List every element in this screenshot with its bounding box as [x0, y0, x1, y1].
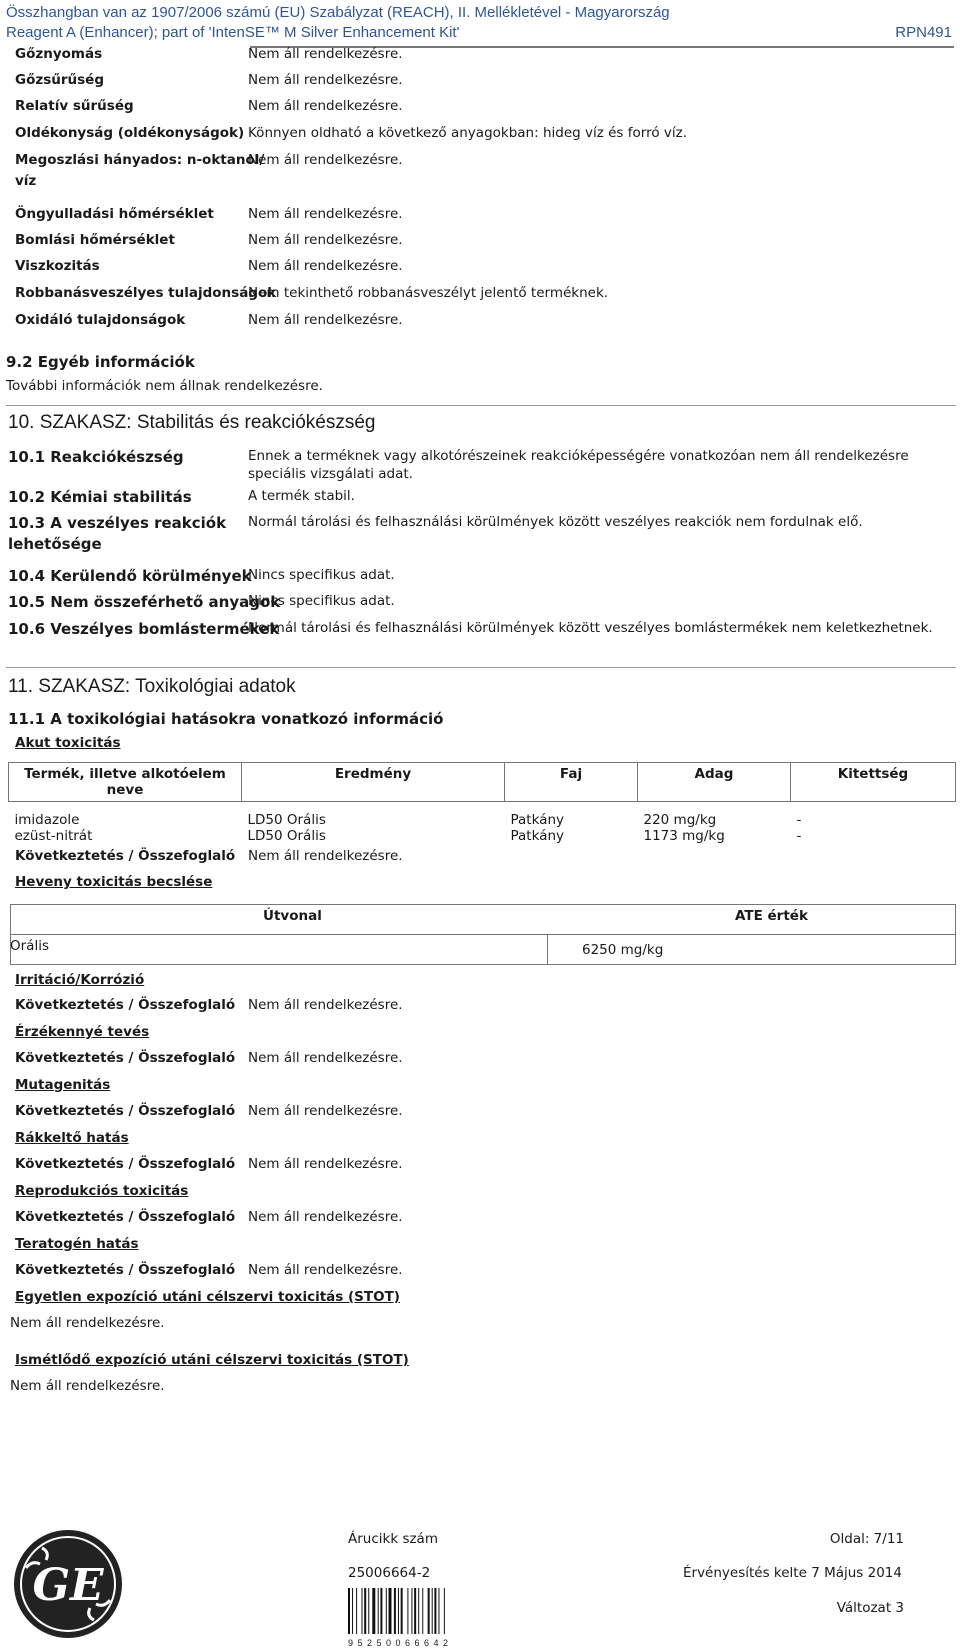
reproductive-toxicity-heading: Reprodukciós toxicitás [15, 1183, 189, 1199]
barcode-icon [348, 1588, 478, 1634]
conclusion-label: Következtetés / Összefoglaló [15, 1209, 236, 1225]
prop-label: Gőznyomás [15, 46, 103, 62]
row-dose: 1173 mg/kg [643, 828, 725, 844]
s10-label: 10.1 Reakciókészség [8, 448, 184, 466]
s10-label: 10.4 Kerülendő körülmények [8, 567, 252, 585]
row-result: LD50 Orális [247, 812, 326, 828]
col-header: Termék, illetve alkotóelem neve [9, 763, 242, 802]
prop-value: Nem áll rendelkezésre. [248, 98, 403, 114]
item-number-label: Árucikk szám [348, 1531, 438, 1547]
prop-label: Viszkozitás [15, 258, 100, 274]
s10-value: Ennek a terméknek vagy alkotórészeinek reakcióképességére vonatkozóan nem áll rendelkezésre [248, 448, 909, 464]
s10-value-cont: speciális vizsgálati adat. [248, 466, 413, 482]
cell-dose [638, 802, 791, 848]
col-header: Eredmény [242, 763, 505, 802]
mutagenicity-heading: Mutagenitás [15, 1077, 111, 1093]
conclusion-value: Nem áll rendelkezésre. [248, 1209, 403, 1225]
col-header: Faj [505, 763, 638, 802]
item-number: 25006664-2 [348, 1565, 431, 1581]
section-11-1-title: 11.1 A toxikológiai hatásokra vonatkozó információ [8, 710, 444, 728]
prop-value: Nem áll rendelkezésre. [248, 206, 403, 222]
s10-label: 10.3 A veszélyes reakciók [8, 514, 227, 532]
header-code: RPN491 [895, 24, 952, 41]
svg-text:GE: GE [32, 1560, 104, 1611]
acute-toxicity-table [8, 762, 956, 847]
prop-value: Nem áll rendelkezésre. [248, 258, 403, 274]
s10-value: Normál tárolási és felhasználási körülmények között veszélyes bomlástermékek nem keletkezhetnek. [248, 620, 933, 636]
prop-value: Nem áll rendelkezésre. [248, 312, 403, 328]
section-11-title: 11. SZAKASZ: Toxikológiai adatok [8, 676, 296, 697]
conclusion-value: Nem áll rendelkezésre. [248, 997, 403, 1013]
row-species: Patkány [510, 828, 564, 844]
conclusion-label: Következtetés / Összefoglaló [15, 1050, 236, 1066]
section-9-2-title: 9.2 Egyéb információk [6, 353, 195, 371]
conclusion-label: Következtetés / Összefoglaló [15, 1262, 236, 1278]
prop-label: Bomlási hőmérséklet [15, 232, 175, 248]
row-exposure: - [796, 812, 802, 828]
conclusion-label: Következtetés / Összefoglaló [15, 848, 236, 864]
s10-value: Nincs specifikus adat. [248, 593, 395, 609]
row-name: ezüst-nitrát [14, 828, 93, 844]
cell-exposure [791, 802, 956, 848]
prop-value: Nem tekinthető robbanásveszélyt jelentő terméknek. [248, 285, 609, 301]
conclusion-value: Nem áll rendelkezésre. [248, 1262, 403, 1278]
page-number: Oldal: 7/11 [829, 1531, 904, 1547]
prop-value: Nem áll rendelkezésre. [248, 152, 403, 168]
s10-label: 10.6 Veszélyes bomlástermékek [8, 620, 280, 638]
prop-label-cont: víz [15, 173, 37, 189]
stot-repeat-value: Nem áll rendelkezésre. [10, 1378, 165, 1394]
prop-label: Relatív sűrűség [15, 98, 134, 114]
section-9-2-text: További információk nem állnak rendelkezésre. [6, 378, 323, 394]
prop-label: Oxidáló tulajdonságok [15, 312, 186, 328]
validation-date: Érvényesítés kelte 7 Május 2014 [682, 1565, 902, 1581]
prop-value: Nem áll rendelkezésre. [248, 72, 403, 88]
s10-value: Normál tárolási és felhasználási körülmények között veszélyes reakciók nem fordulnak elő. [248, 514, 863, 530]
barcode [348, 1588, 478, 1648]
row-exposure: - [796, 828, 802, 844]
row-dose: 220 mg/kg [643, 812, 717, 828]
table-row [9, 802, 956, 848]
acute-toxicity-heading: Akut toxicitás [15, 735, 121, 751]
ate-col-header: Útvonal [263, 908, 322, 924]
sensitization-heading: Érzékennyé tevés [15, 1024, 150, 1040]
header-regulation: Összhangban van az 1907/2006 számú (EU) Szabályzat (REACH), II. Mellékletével - Magyarország [6, 4, 670, 21]
teratogenicity-heading: Teratogén hatás [15, 1236, 139, 1252]
conclusion-value: Nem áll rendelkezésre. [248, 1050, 403, 1066]
prop-label: Robbanásveszélyes tulajdonságok [15, 285, 277, 301]
row-name: imidazole [14, 812, 80, 828]
cell-species [505, 802, 638, 848]
section-divider [6, 667, 956, 668]
prop-label: Öngyulladási hőmérséklet [15, 206, 214, 222]
s10-label: 10.5 Nem összeférhető anyagok [8, 593, 281, 611]
prop-value: Könnyen oldható a következő anyagokban: hideg víz és forró víz. [248, 125, 687, 141]
s10-label: 10.2 Kémiai stabilitás [8, 488, 192, 506]
stot-single-value: Nem áll rendelkezésre. [10, 1315, 165, 1331]
stot-single-heading: Egyetlen expozíció utáni célszervi toxicitás (STOT) [15, 1289, 400, 1305]
row-result: LD50 Orális [247, 828, 326, 844]
irritation-heading: Irritáció/Korrózió [15, 972, 145, 988]
section-10-title: 10. SZAKASZ: Stabilitás és reakciókészség [8, 412, 376, 433]
col-header: Kitettség [791, 763, 956, 802]
ge-logo-icon [12, 1528, 124, 1640]
cell-name [9, 802, 242, 848]
conclusion-label: Következtetés / Összefoglaló [15, 1156, 236, 1172]
s10-label-cont: lehetősége [8, 535, 102, 553]
ge-logo [12, 1528, 124, 1640]
conclusion-value: Nem áll rendelkezésre. [248, 848, 403, 864]
col-header: Adag [638, 763, 791, 802]
ate-heading: Heveny toxicitás becslése [15, 874, 213, 890]
prop-label: Megoszlási hányados: n-oktanol/ [15, 152, 265, 168]
conclusion-label: Következtetés / Összefoglaló [15, 997, 236, 1013]
s10-value: Nincs specifikus adat. [248, 567, 395, 583]
row-species: Patkány [510, 812, 564, 828]
prop-label: Gőzsűrűség [15, 72, 104, 88]
table-header-row [9, 763, 956, 802]
header-product: Reagent A (Enhancer); part of 'IntenSE™ M Silver Enhancement Kit' [6, 24, 460, 41]
ate-route: Orális [10, 938, 49, 954]
prop-value: Nem áll rendelkezésre. [248, 232, 403, 248]
cell-result [242, 802, 505, 848]
stot-repeat-heading: Ismétlődő expozíció utáni célszervi toxicitás (STOT) [15, 1352, 409, 1368]
barcode-digits: 9 5 2 5 0 0 6 6 6 4 2 [348, 1638, 450, 1648]
prop-value: Nem áll rendelkezésre. [248, 46, 403, 62]
ate-value: 6250 mg/kg [582, 942, 664, 958]
conclusion-label: Következtetés / Összefoglaló [15, 1103, 236, 1119]
version: Változat 3 [836, 1600, 904, 1616]
section-divider [6, 405, 956, 406]
conclusion-value: Nem áll rendelkezésre. [248, 1156, 403, 1172]
carcinogenicity-heading: Rákkeltő hatás [15, 1130, 129, 1146]
ate-col-header: ATE érték [735, 908, 808, 924]
s10-value: A termék stabil. [248, 488, 355, 504]
conclusion-value: Nem áll rendelkezésre. [248, 1103, 403, 1119]
prop-label: Oldékonyság (oldékonyságok) [15, 125, 245, 141]
